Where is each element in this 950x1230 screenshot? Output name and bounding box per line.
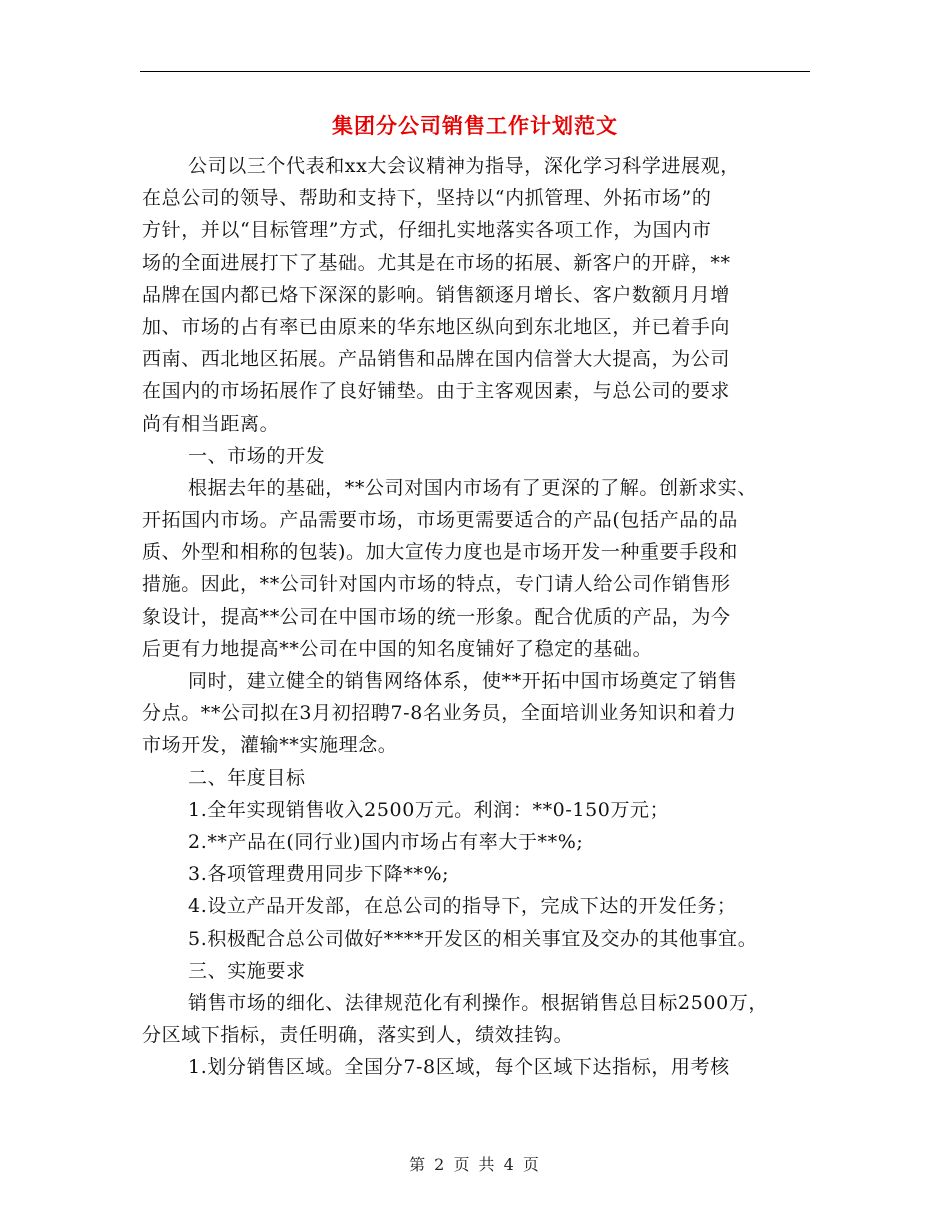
paragraph-line: 象设计，提高**公司在中国市场的统一形象。配合优质的产品，为今: [142, 605, 731, 628]
list-item: 1.划分销售区域。全国分7-8区域，每个区域下达指标，用考核: [188, 1056, 730, 1079]
paragraph-line: 开拓国内市场。产品需要市场，市场更需要适合的产品(包括产品的品: [142, 509, 739, 532]
paragraph-line: 加、市场的占有率已由原来的华东地区纵向到东北地区，并已着手向: [142, 315, 731, 338]
paragraph-line: 公司以三个代表和xx大会议精神为指导，深化学习科学进展观，: [188, 155, 740, 177]
paragraph-line: 市场开发，灌输**实施理念。: [142, 734, 398, 757]
paragraph-line: 方针，并以“目标管理”方式，仔细扎实地落实各项工作，为国内市: [142, 219, 712, 242]
paragraph-line: 尚有相当距离。: [142, 412, 280, 435]
paragraph-line: 场的全面进展打下了基础。尤其是在市场的拓展、新客户的开辟，**: [142, 251, 731, 274]
list-item: 1.全年实现销售收入2500万元。利润：**0-150万元；: [188, 798, 670, 821]
paragraph-line: 在国内的市场拓展作了良好铺垫。由于主客观因素，与总公司的要求: [142, 380, 731, 403]
section-heading: 二、年度目标: [188, 766, 306, 789]
paragraph-line: 销售市场的细化、法律规范化有利操作。根据销售总目标2500万，: [188, 991, 768, 1014]
paragraph-line: 后更有力地提高**公司在中国的知名度铺好了稳定的基础。: [142, 637, 653, 660]
paragraph-line: 措施。因此，**公司针对国内市场的特点，专门请人给公司作销售形: [142, 573, 731, 596]
document-body: [142, 150, 814, 1083]
header-rule: [140, 71, 810, 72]
page-footer: 第 2 页 共 4 页: [409, 1155, 541, 1174]
paragraph-line: 在总公司的领导、帮助和支持下，坚持以“内抓管理、外拓市场”的: [142, 187, 712, 210]
paragraph-line: 分点。**公司拟在3月初招聘7-8名业务员，全面培训业务知识和着力: [142, 702, 737, 725]
paragraph-line: 质、外型和相称的包装)。加大宣传力度也是市场开发一种重要手段和: [142, 541, 739, 564]
section-heading: 一、市场的开发: [188, 444, 326, 467]
list-item: 5.积极配合总公司做好****开发区的相关事宜及交办的其他事宜。: [188, 927, 758, 950]
list-item: 4.设立产品开发部，在总公司的指导下，完成下达的开发任务；: [188, 895, 737, 918]
paragraph-line: 西南、西北地区拓展。产品销售和品牌在国内信誉大大提高，为公司: [142, 348, 731, 371]
list-item: 3.各项管理费用同步下降**%;: [188, 863, 450, 886]
paragraph-line: 分区域下指标，责任明确，落实到人，绩效挂钩。: [142, 1024, 574, 1047]
paragraph-line: 品牌在国内都已烙下深深的影响。销售额逐月增长、客户数额月月增: [142, 283, 731, 306]
document-title: 集团分公司销售工作计划范文: [332, 114, 618, 138]
paragraph-line: 根据去年的基础，**公司对国内市场有了更深的了解。创新求实、: [188, 476, 758, 499]
paragraph-line: 同时，建立健全的销售网络体系，使**开拓中国市场奠定了销售: [188, 670, 738, 692]
list-item: 2.**产品在(同行业)国内市场占有率大于**%;: [188, 830, 584, 853]
section-heading: 三、实施要求: [188, 959, 306, 982]
